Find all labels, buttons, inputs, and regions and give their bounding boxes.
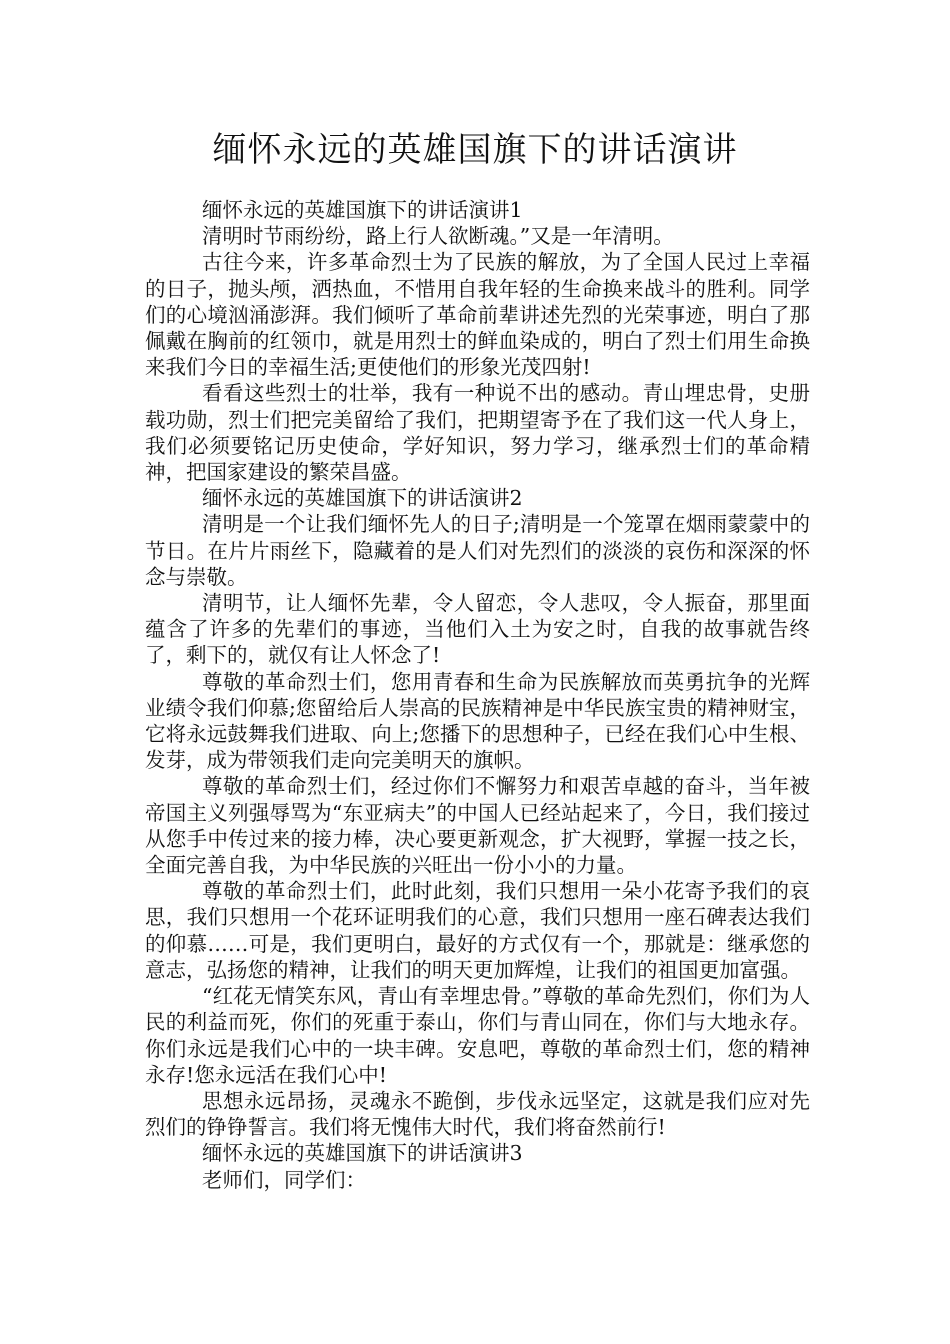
document-body bbox=[145, 197, 810, 1193]
paragraph: 尊敬的革命烈士们，此时此刻，我们只想用一朵小花寄予我们的哀思，我们只想用一个花环证明我们的心意，我们只想用一座石碑表达我们的仰慕……可是，我们更明白，最好的方式仅有一个，那就是：继承您的意志，弘扬您的精神，让我们的明天更加辉煌，让我们的祖国更加富强。 bbox=[145, 879, 810, 982]
section-heading-2: 缅怀永远的英雄国旗下的讲话演讲2 bbox=[202, 486, 523, 511]
paragraph: 思想永远昂扬，灵魂永不跪倒，步伐永远坚定，这就是我们应对先烈们的铮铮誓言。我们将无愧伟大时代，我们将奋然前行! bbox=[145, 1088, 810, 1140]
paragraph: 清明节，让人缅怀先辈，令人留恋，令人悲叹，令人振奋，那里面蕴含了许多的先辈们的事迹，当他们入土为安之时，自我的故事就告终了，剩下的，就仅有让人怀念了! bbox=[145, 591, 810, 668]
paragraph: 清明是一个让我们缅怀先人的日子;清明是一个笼罩在烟雨蒙蒙中的节日。在片片雨丝下，隐藏着的是人们对先烈们的淡淡的哀伤和深深的怀念与崇敬。 bbox=[145, 512, 810, 589]
paragraph: 尊敬的革命烈士们，您用青春和生命为民族解放而英勇抗争的光辉业绩令我们仰慕;您留给后人崇高的民族精神是中华民族宝贵的精神财宝，它将永远鼓舞我们进取、向上;您播下的思想种子，已经在我们心中生根、发芽，成为带领我们走向完美明天的旗帜。 bbox=[145, 669, 810, 773]
paragraph: 古往今来，许多革命烈士为了民族的解放，为了全国人民过上幸福的日子，抛头颅，洒热血，不惜用自我年轻的生命换来战斗的胜利。同学们的心境汹涌澎湃。我们倾听了革命前辈讲述先烈的光荣事迹，明白了那佩戴在胸前的红领巾，就是用烈士的鲜血染成的，明白了烈士们用生命换来我们今日的幸福生活;更使他们的形象光茂四射! bbox=[145, 250, 810, 380]
paragraph: 看看这些烈士的壮举，我有一种说不出的感动。青山埋忠骨，史册载功勋，烈士们把完美留给了我们，把期望寄予在了我们这一代人身上，我们必须要铭记历史使命，学好知识，努力学习，继承烈士们的革命精神，把国家建设的繁荣昌盛。 bbox=[145, 381, 810, 485]
paragraph: 清明时节雨纷纷，路上行人欲断魂。”又是一年清明。 bbox=[202, 224, 674, 249]
paragraph: 老师们，同学们： bbox=[202, 1167, 366, 1192]
paragraph: 尊敬的革命烈士们，经过你们不懈努力和艰苦卓越的奋斗，当年被帝国主义列强辱骂为“东亚病夫”的中国人已经站起来了，今日，我们接过从您手中传过来的接力棒，决心要更新观念，扩大视野，掌握一技之长，全面完善自我，为中华民族的兴旺出一份小小的力量。 bbox=[145, 774, 810, 878]
document-title: 缅怀永远的英雄国旗下的讲话演讲 bbox=[212, 130, 738, 170]
paragraph: “红花无情笑东风，青山有幸埋忠骨。”尊敬的革命先烈们，你们为人民的利益而死，你们的死重于泰山，你们与青山同在，你们与大地永存。你们永远是我们心中的一块丰碑。安息吧，尊敬的革命烈士们，您的精神永存!您永远活在我们心中! bbox=[145, 984, 810, 1087]
section-heading-3: 缅怀永远的英雄国旗下的讲话演讲3 bbox=[202, 1141, 523, 1166]
section-heading-1: 缅怀永远的英雄国旗下的讲话演讲1 bbox=[202, 198, 523, 222]
